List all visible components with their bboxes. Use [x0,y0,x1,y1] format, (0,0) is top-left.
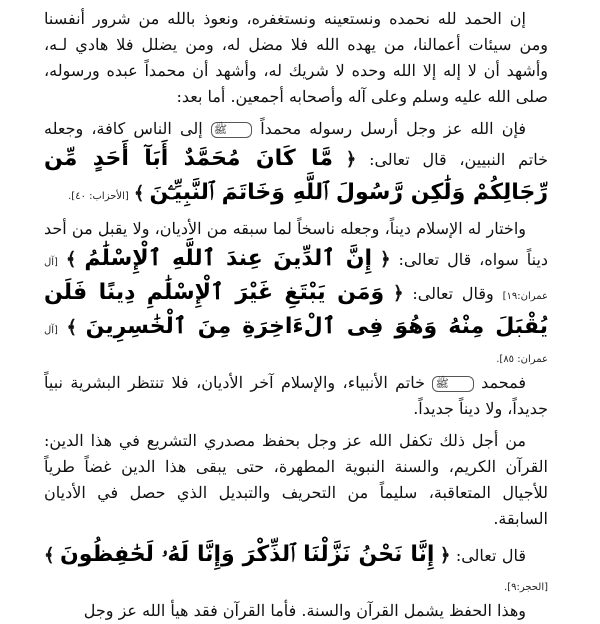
verse-close-bracket: ﴾ [133,183,145,204]
paragraph-opening [44,6,548,110]
paragraph-final-prophet [44,370,548,422]
verse-open-bracket: ﴿ [379,249,391,270]
verse-close-bracket: ﴾ [65,249,77,270]
salla-symbol: ﷺ [432,376,473,392]
verse-hijr-9: إِنَّا نَحْنُ نَزَّلْنَا ٱلذِّكْرَ وَإِنَّا لَهُۥ لَحَٰفِظُونَ [59,542,435,567]
verse-ahzab-40: مَّا كَانَ مُحَمَّدٌ أَبَآ أَحَدٍ مِّن رِّجَالِكُمْ وَلَٰكِن رَّسُولَ ٱللَّهِ وَخَاتَمَ ٱلنَّبِيِّـۧنَ [44,146,548,205]
final-prophet-text-a: فمحمد [481,373,527,392]
paragraph-islam-religion [44,216,548,370]
paragraph-prophet-seal [44,116,548,210]
document-body [44,6,548,624]
paragraph-quran-sunnah [44,598,548,624]
final-prophet-text-b: خاتم الأنبياء، والإسلام آخر الأديان، فلا تنتظر البشرية نبياً جديداً، ولا ديناً جديداً. [44,373,548,418]
verse-open-bracket: ﴿ [345,149,357,170]
islam-religion-text-b: وقال تعالى: [412,284,494,303]
quran-sunnah-text: وهذا الحفظ يشمل القرآن والسنة. فأما القرآن فقد هيأ الله عز وجل [83,601,526,620]
verse-close-bracket: ﴾ [66,317,78,338]
prophet-seal-text-b: إلى الناس كافة، وجعله خاتم النبيين، قال تعالى: [44,119,549,169]
paragraph-preservation [44,428,548,532]
prophet-seal-text-a: فإن الله عز وجل أرسل رسوله محمداً [260,119,527,138]
preservation-text: من أجل ذلك تكفل الله عز وجل بحفظ مصدري التشريع في هذا الدين: القرآن الكريم، والسنة النبوية المطهرة، حتى يبقى هذا الدين غضاً طرياً للأجيال المتعاقبة، سليماً من التحريف والتبديل الذي حصل في الأديان السابقة. [44,431,548,528]
verse-reference-imran-19: [آل عمران:١٩] [44,257,549,302]
verse-imran-85: وَمَن يَبْتَغِ غَيْرَ ٱلْإِسْلَٰمِ دِينًا فَلَن يُقْبَلَ مِنْهُ وَهُوَ فِى ٱلْءَاخِرَةِ مِنَ ٱلْخَٰسِرِينَ [44,280,548,339]
verse-reference-ahzab: [الأحزاب: ٤٠]. [68,191,129,202]
paragraph-hijr-verse [44,538,548,598]
verse-reference-hijr: [الحجر:٩]. [504,582,548,593]
verse-open-bracket: ﴿ [393,283,404,304]
hijr-intro-text: قال تعالى: [455,546,527,565]
verse-close-bracket: ﴾ [44,545,55,566]
opening-text: إن الحمد لله نحمده ونستعينه ونستغفره، ونعوذ بالله من شرور أنفسنا ومن سيئات أعمالنا، من يهده الله فلا مضل له، ومن يضلل فلا هادي لـه، وأشهد أن لا إله إلا الله وحده لا شريك له، وأشهد أن محمداً عبده ورسوله، صلى الله عليه وسلم وعلى آله وأصحابه أجمعين. أما بعد: [44,9,549,106]
verse-open-bracket: ﴿ [439,545,451,566]
verse-reference-imran-85: [آل عمران: ٨٥]. [44,325,548,365]
salla-symbol: ﷺ [211,122,252,138]
verse-imran-19: إِنَّ ٱلدِّينَ عِندَ ٱللَّهِ ٱلْإِسْلَٰمُ [84,246,373,271]
islam-religion-text-a: واختار له الإسلام ديناً، وجعله ناسخاً لما سبقه من الأديان، ولا يقبل من أحد ديناً سواه، قال تعالى: [44,219,549,269]
